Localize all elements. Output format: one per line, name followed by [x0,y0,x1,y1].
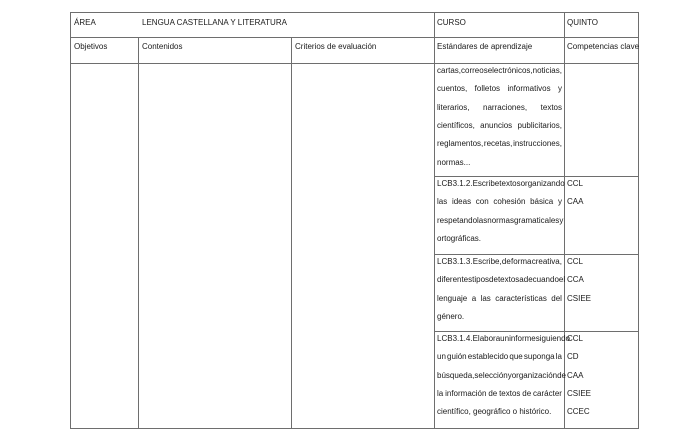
estandar-word: las [480,293,491,303]
criterios-header: Criterios de evaluación [295,42,377,51]
estandar-word: de [522,388,532,398]
estandar-text-line [437,197,562,207]
estandar-word: Escribe [472,179,500,188]
column-divider [434,13,435,428]
curriculum-table [70,12,639,429]
estandar-word: la [437,388,444,398]
estandar-word: normas [487,215,514,225]
estandar-word: género. [437,311,465,321]
column-divider [291,37,292,428]
estandar-word: básica [530,197,554,207]
estandar-word: cuentos, [437,84,468,94]
competencia-code: CSIEE [567,388,592,398]
estandar-word: diferentes [437,275,473,285]
estandar-word: suponga [523,352,555,362]
estandar-word: lenguaje [437,293,468,303]
estandar-word: publicitarios, [517,120,562,130]
estandar-text-line [437,66,562,76]
estandar-word: y [507,370,512,380]
estandar-text-line [437,407,551,417]
estandar-word: tipos [472,275,490,285]
estandar-word: noticias, [532,66,562,75]
estandar-word: búsqueda, [437,370,475,380]
area-label: ÁREA [74,18,96,27]
estandar-word: carácter [533,388,562,398]
estandar-text-line [437,275,566,285]
estandar-word: instrucciones, [513,139,562,149]
estandar-word: reglamentos, [437,139,484,149]
estandar-word: un [437,352,446,362]
estandar-word: forma [511,257,532,266]
competencia-code: CCL [567,257,584,266]
estandar-word: recetas, [483,139,513,149]
estandar-word: las [477,215,488,225]
estandar-text-line [437,179,565,189]
estandar-word: guión [447,352,467,362]
estandar-word: gramaticales [513,215,560,225]
estandar-word: correos [461,66,488,75]
estandar-word: de [501,257,511,266]
estandar-word: textos [540,102,562,112]
competencia-code: CCA [567,275,584,285]
estandar-word: la [555,352,562,362]
estandar-text-line [437,139,562,149]
competencia-code: CSIEE [567,293,592,303]
contenidos-header: Contenidos [142,42,183,51]
estandar-text-line [437,389,562,399]
estandar-text-line [437,84,562,94]
estandar-word: creativa, [531,257,562,266]
competencia-code: CCL [567,334,584,343]
estandar-word: LCB3.1.3. [437,257,473,266]
estandar-word: adecuando [519,275,559,285]
estandar-word: geográfico [473,407,511,417]
estandar-word: Elabora [472,334,501,343]
estandar-word: a [471,293,477,303]
estandar-word: LCB3.1.2. [437,179,473,188]
estandar-word: siguiendo [535,334,570,343]
estandar-word: que [509,352,523,362]
estandar-word: con [475,197,489,207]
curso-label: CURSO [437,18,466,27]
estandar-word: y [558,84,562,94]
estandar-word: el [558,275,566,285]
estandar-word: ortográficas. [437,233,482,243]
estandar-word: respetando [437,215,478,225]
estandar-word: de [489,275,498,285]
estandar-word: electrónicos, [487,66,533,75]
competencia-code: CCEC [567,407,590,417]
estandar-word: un [500,334,510,343]
row-divider [71,37,638,38]
row-divider [71,63,638,64]
estandar-word: o [512,407,518,417]
row-divider [434,254,638,255]
estandar-word: científicos, [437,120,475,130]
row-divider [434,176,638,177]
estandar-word: del [551,293,562,303]
estandar-text-line [437,352,562,362]
estandar-text-line [437,257,562,267]
estandar-word: organización [511,370,558,380]
estandar-text-line [437,234,481,244]
estandar-word: de [488,388,498,398]
estandar-word: cartas, [437,66,462,75]
estandar-word: establecido [467,352,509,362]
estandar-text-line [437,334,570,344]
competencia-code: CCL [567,179,584,188]
estandar-word: y [557,197,562,207]
estandar-text-line [437,158,470,168]
estandar-word: anuncios [480,120,513,130]
estandar-word: literarios, [437,102,470,112]
area-value: LENGUA CASTELLANA Y LITERATURA [142,18,287,27]
estandar-word: informe [509,334,536,343]
estandar-word: de [557,370,567,380]
estandar-text-line [437,216,562,226]
estandar-word: narraciones, [483,102,528,112]
estandar-word: LCB3.1.4. [437,334,473,343]
estandar-word: normas... [437,157,471,167]
estandar-text-line [437,121,562,131]
row-divider [434,331,638,332]
estandar-word: organizando [520,179,565,188]
estandar-word: y [559,215,564,225]
estandares-header: Estándares de aprendizaje [437,42,533,51]
estandar-word: textos [497,275,520,285]
estandar-word: ideas [451,197,472,207]
estandar-word: folletos [474,84,501,94]
competencia-code: CAA [567,197,584,207]
column-divider [564,13,565,428]
estandar-word: textos [499,388,521,398]
estandar-word: información [445,388,487,398]
competencia-code: CAA [567,370,584,380]
competencias-header: Competencias clave [567,42,640,51]
curso-value: QUINTO [567,18,598,27]
estandar-word: Escribe, [472,257,502,266]
competencia-code: CD [567,352,579,362]
column-divider [138,37,139,428]
estandar-text-line [437,312,464,322]
estandar-word: histórico. [519,407,552,417]
estandar-word: textos [499,179,521,188]
estandar-word: cohesión [493,197,526,207]
estandar-word: selección [474,370,508,380]
estandar-text-line [437,103,562,113]
objetivos-header: Objetivos [74,42,108,51]
estandar-word: informativos [507,84,551,94]
estandar-word: científico, [437,407,471,417]
estandar-text-line [437,294,562,304]
estandar-word: las [437,197,448,207]
estandar-word: características [495,293,547,303]
estandar-text-line [437,370,567,381]
